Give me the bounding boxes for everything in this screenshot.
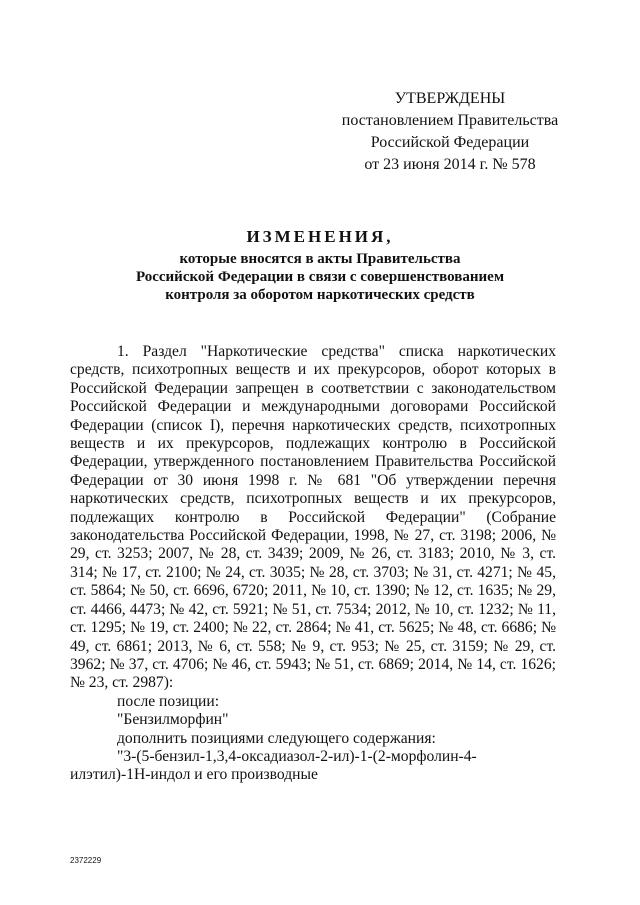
approval-line-approved: УТВЕРЖДЕНЫ [394,90,506,107]
title-sub-line-3: контроля за оборотом наркотических средств [165,287,475,303]
title-main: ИЗМЕНЕНИЯ, [246,227,394,246]
approval-line-federation: Российской Федерации [370,134,530,151]
approval-line-date: от 23 июня 2014 г. № 578 [364,156,536,173]
approval-line-resolution: постановлением Правительства [341,112,559,129]
title-sub-line-2: Российской Федерации в связи с совершенствованием [135,269,505,285]
supplement-text: дополнить позициями следующего содержания: [117,729,436,747]
title-sub-line-1: которые вносятся в акты Правительства [179,251,461,267]
new-position-text: "3-(5-бензил-1,3,4-оксадиазол-2-ил)-1-(2-морфолин-4-илэтил)-1H-индол и его производные [70,747,477,784]
approval-stamp [340,88,560,176]
after-position-text: после позиции: [117,692,220,710]
document-number: 2372229 [70,856,102,865]
paragraph-1: 1. Раздел "Наркотические средства" списка наркотических средств, психотропных веществ и их прекурсоров, оборот которых в Российской Федерации запрещен в соответствии с законодательством Российской Федерации и международными договорами Российской Федерации (список I), перечня наркотических средств, психотропных веществ и их прекурсоров, подлежащих контролю в Российской Федерации, утвержденного постановлением Правительства Российской Федерации от 30 июня 1998 г. № 681 "Об утверждении перечня наркотических средств, психотропных веществ и их прекурсоров, подлежащих контролю в Российской Федерации" (Собрание законодательства Российской Федерации, 1998, № 27, ст. 3198; 2006, № 29, ст. 3253; 2007, № 28, ст. 3439; 2009, № 26, ст. 3183; 2010, № 3, ст. 314; № 17, ст. 2100; № 24, ст. 3035; № 28, ст. 3703; № 31, ст. 4271; № 45, ст. 5864; № 50, ст. 6696, 6720; 2011, № 10, ст. 1390; № 12, ст. 1635; № 29, ст. 4466, 4473; № 42, ст. 5921; № 51, ст. 7534; 2012, № 10, ст. 1232; № 11, ст. 1295; № 19, ст. 2400; № 22, ст. 2864; № 41, ст. 5625; № 48, ст. 6686; № 49, ст. 6861; 2013, № 6, ст. 558; № 9, ст. 953; № 25, ст. 3159; № 29, ст. 3962; № 37, ст. 4706; № 46, ст. 5943; № 51, ст. 6869; 2014, № 14, ст. 1626; № 23, ст. 2987): [70,343,556,692]
position-name: "Бензилморфин" [117,711,229,729]
document-title [40,226,600,304]
document-body [70,343,556,785]
